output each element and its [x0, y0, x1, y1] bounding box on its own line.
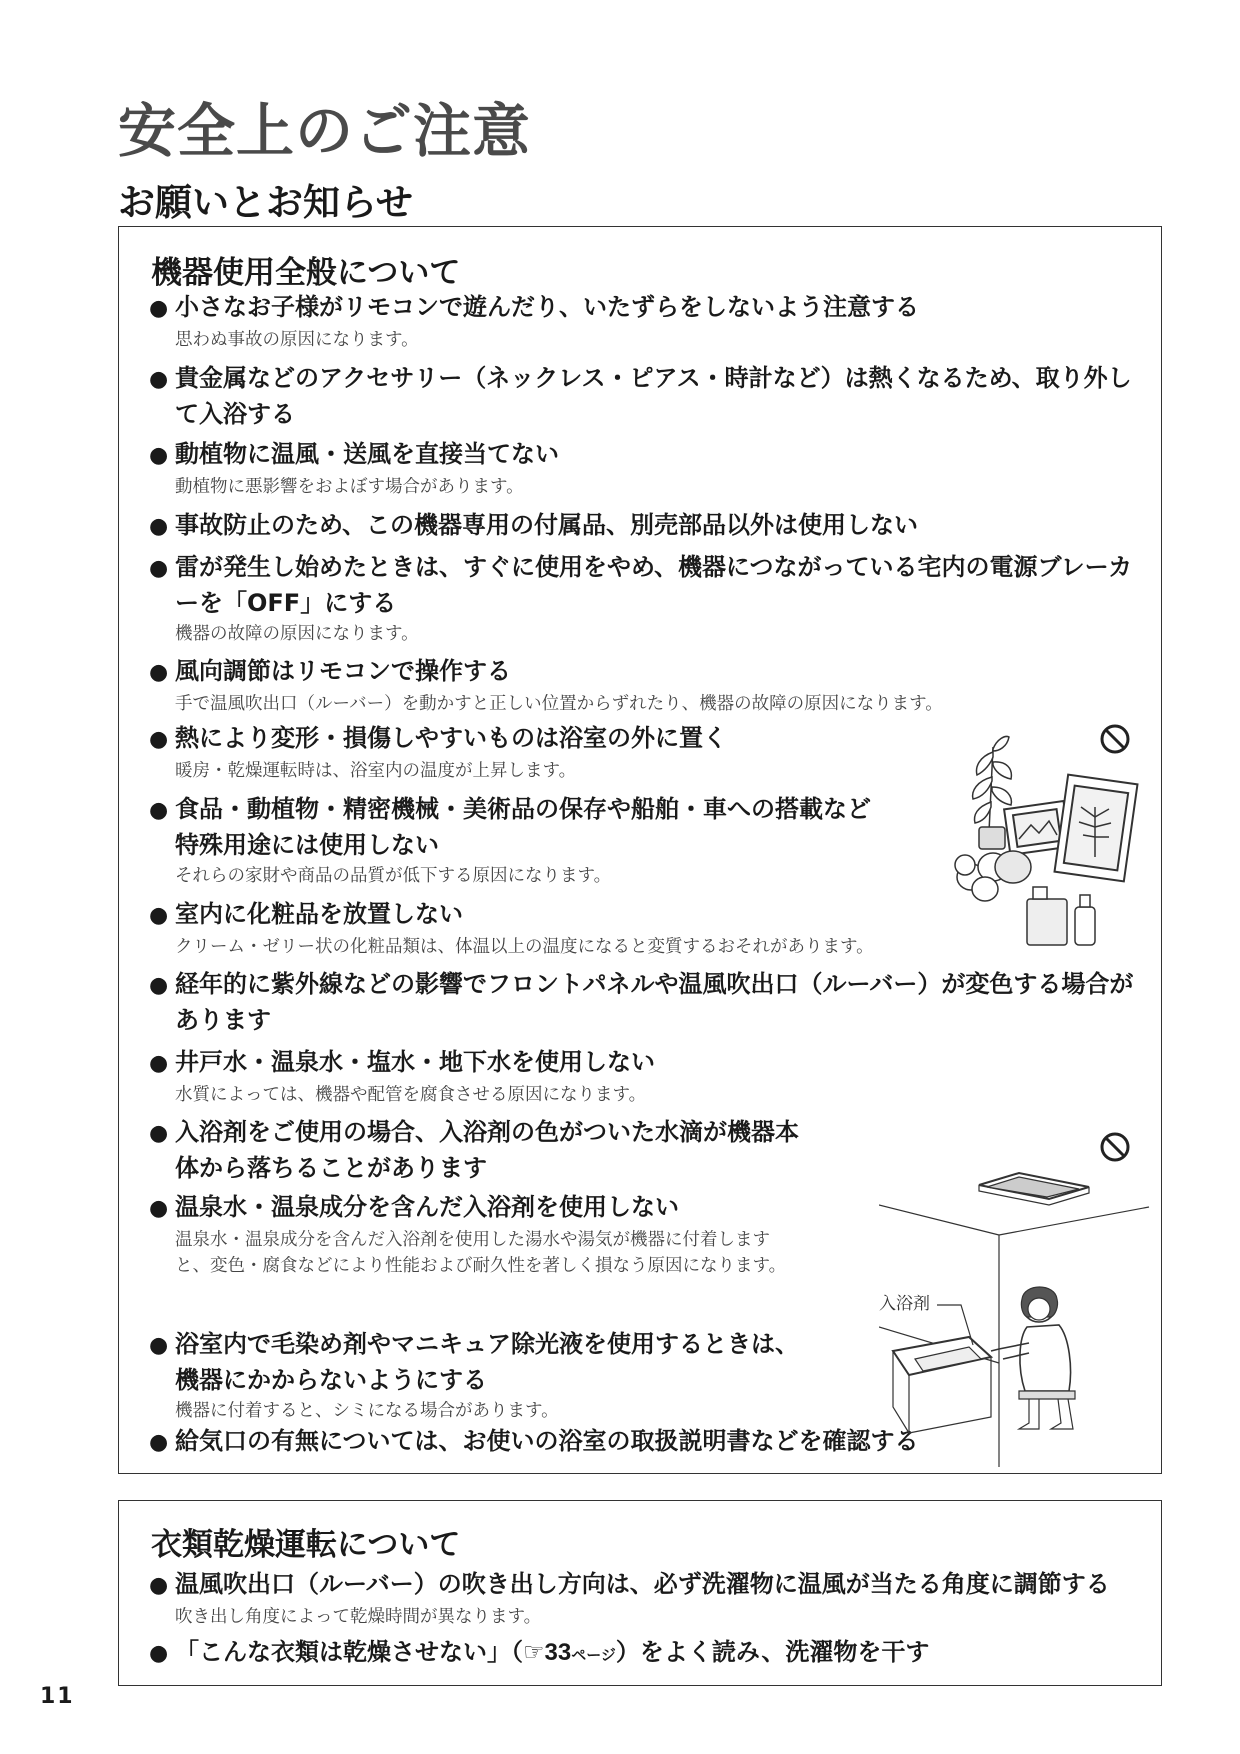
- list-item: [149, 792, 889, 889]
- item-note: 手で温風吹出口（ルーバー）を動かすと正しい位置からずれたり、機器の故障の原因になります。: [175, 694, 943, 714]
- section-title: 衣類乾燥運転について: [151, 1527, 461, 1563]
- item-heading: ● 「こんな衣類は乾燥させない」（☞33ページ）をよく読み、洗濯物を干す: [149, 1635, 1159, 1672]
- bullet-icon: ●: [149, 660, 169, 685]
- bullet-icon: ●: [149, 1196, 169, 1221]
- item-note: 機器の故障の原因になります。: [175, 624, 419, 644]
- item-heading: ● 食品・動植物・精密機械・美術品の保存や船舶・車への搭載など特殊用途には使用しない: [149, 795, 871, 859]
- item-heading: ● 入浴剤をご使用の場合、入浴剤の色がついた水滴が機器本体から落ちることがあります: [149, 1118, 799, 1182]
- bullet-icon: ●: [149, 1641, 169, 1666]
- item-heading: ● 温風吹出口（ルーバー）の吹き出し方向は、必ず洗濯物に温風が当たる角度に調節する: [149, 1567, 1159, 1603]
- bullet-icon: ●: [149, 798, 169, 823]
- section-title: 機器使用全般について: [151, 255, 461, 291]
- household-items-illustration: [949, 727, 1149, 949]
- item-heading: ● 雷が発生し始めたときは、すぐに使用をやめ、機器につながっている宅内の電源ブレーカーを「OFF」にする: [149, 553, 1133, 617]
- list-item: [149, 654, 1149, 717]
- bullet-icon: ●: [149, 296, 169, 321]
- bullet-icon: ●: [149, 903, 169, 928]
- list-item: [149, 508, 1149, 544]
- bullet-icon: ●: [149, 556, 169, 581]
- page-number: 11: [40, 1684, 75, 1709]
- section-general-usage: [118, 226, 1162, 1474]
- item-note: 温泉水・温泉成分を含んだ入浴剤を使用した湯水や湯気が機器に付着しますと、変色・腐食などにより性能および耐久性を著しく損なう原因になります。: [175, 1230, 787, 1276]
- item-heading: ● 貴金属などのアクセサリー（ネックレス・ピアス・時計など）は熱くなるため、取り外して入浴する: [149, 364, 1132, 428]
- page-subtitle: お願いとお知らせ: [118, 181, 413, 224]
- list-item: [149, 1635, 1159, 1672]
- page-unit-label: ページ: [571, 1646, 616, 1664]
- list-item: [149, 967, 1149, 1037]
- bullet-icon: ●: [149, 367, 169, 392]
- list-item: [149, 437, 1109, 500]
- item-note: 動植物に悪影響をおよぼす場合があります。: [175, 477, 524, 497]
- item-heading: ● 室内に化粧品を放置しない: [149, 897, 1149, 933]
- bullet-icon: ●: [149, 1430, 169, 1455]
- item-heading: ● 動植物に温風・送風を直接当てない: [149, 437, 1109, 473]
- item-heading: ● 事故防止のため、この機器専用の付属品、別売部品以外は使用しない: [149, 508, 1149, 544]
- bullet-icon: ●: [149, 1051, 169, 1076]
- bullet-icon: ●: [149, 1333, 169, 1358]
- item-note: 吹き出し角度によって乾燥時間が異なります。: [175, 1607, 542, 1627]
- item-note: クリーム・ゼリー状の化粧品類は、体温以上の温度になると変質するおそれがあります。: [175, 937, 874, 957]
- list-item: [149, 721, 949, 784]
- list-item: [149, 1327, 809, 1424]
- item-heading: ● 井戸水・温泉水・塩水・地下水を使用しない: [149, 1045, 1149, 1081]
- item-note: それらの家財や商品の品質が低下する原因になります。: [175, 866, 612, 886]
- list-item: [149, 1567, 1159, 1630]
- list-item: [149, 361, 1149, 431]
- item-note: 機器に付着すると、シミになる場合があります。: [175, 1401, 559, 1421]
- item-heading: ● 小さなお子様がリモコンで遊んだり、いたずらをしないよう注意する: [149, 290, 1109, 326]
- pointing-hand-icon: ☞: [523, 1638, 545, 1666]
- list-item: [149, 1190, 799, 1279]
- bullet-icon: ●: [149, 973, 169, 998]
- item-note: 思わぬ事故の原因になります。: [175, 330, 419, 350]
- item-note: 暖房・乾燥運転時は、浴室内の温度が上昇します。: [175, 761, 577, 781]
- item-heading: ● 経年的に紫外線などの影響でフロントパネルや温風吹出口（ルーバー）が変色する場合があります: [149, 970, 1134, 1034]
- item-note: 水質によっては、機器や配管を腐食させる原因になります。: [175, 1085, 647, 1105]
- item-heading: ● 給気口の有無については、お使いの浴室の取扱説明書などを確認する: [149, 1424, 1149, 1460]
- list-item: [149, 1115, 799, 1185]
- bullet-icon: ●: [149, 1573, 169, 1598]
- item-heading: ● 熱により変形・損傷しやすいものは浴室の外に置く: [149, 721, 949, 757]
- list-item: [149, 290, 1109, 353]
- page-title: 安全上のご注意: [118, 97, 532, 165]
- item-heading: ● 風向調節はリモコンで操作する: [149, 654, 1149, 690]
- bathroom-illustration: [879, 1137, 1159, 1467]
- list-item: [149, 550, 1149, 647]
- section-clothes-drying: [118, 1500, 1162, 1686]
- bath-additive-label: 入浴剤: [879, 1294, 930, 1314]
- bullet-icon: ●: [149, 514, 169, 539]
- page-reference-link[interactable]: 33: [544, 1639, 572, 1666]
- bullet-icon: ●: [149, 1121, 169, 1146]
- bullet-icon: ●: [149, 727, 169, 752]
- list-item: [149, 1045, 1149, 1108]
- item-heading: ● 浴室内で毛染め剤やマニキュア除光液を使用するときは、機器にかからないようにする: [149, 1330, 799, 1394]
- item-heading: ● 温泉水・温泉成分を含んだ入浴剤を使用しない: [149, 1190, 799, 1226]
- bullet-icon: ●: [149, 443, 169, 468]
